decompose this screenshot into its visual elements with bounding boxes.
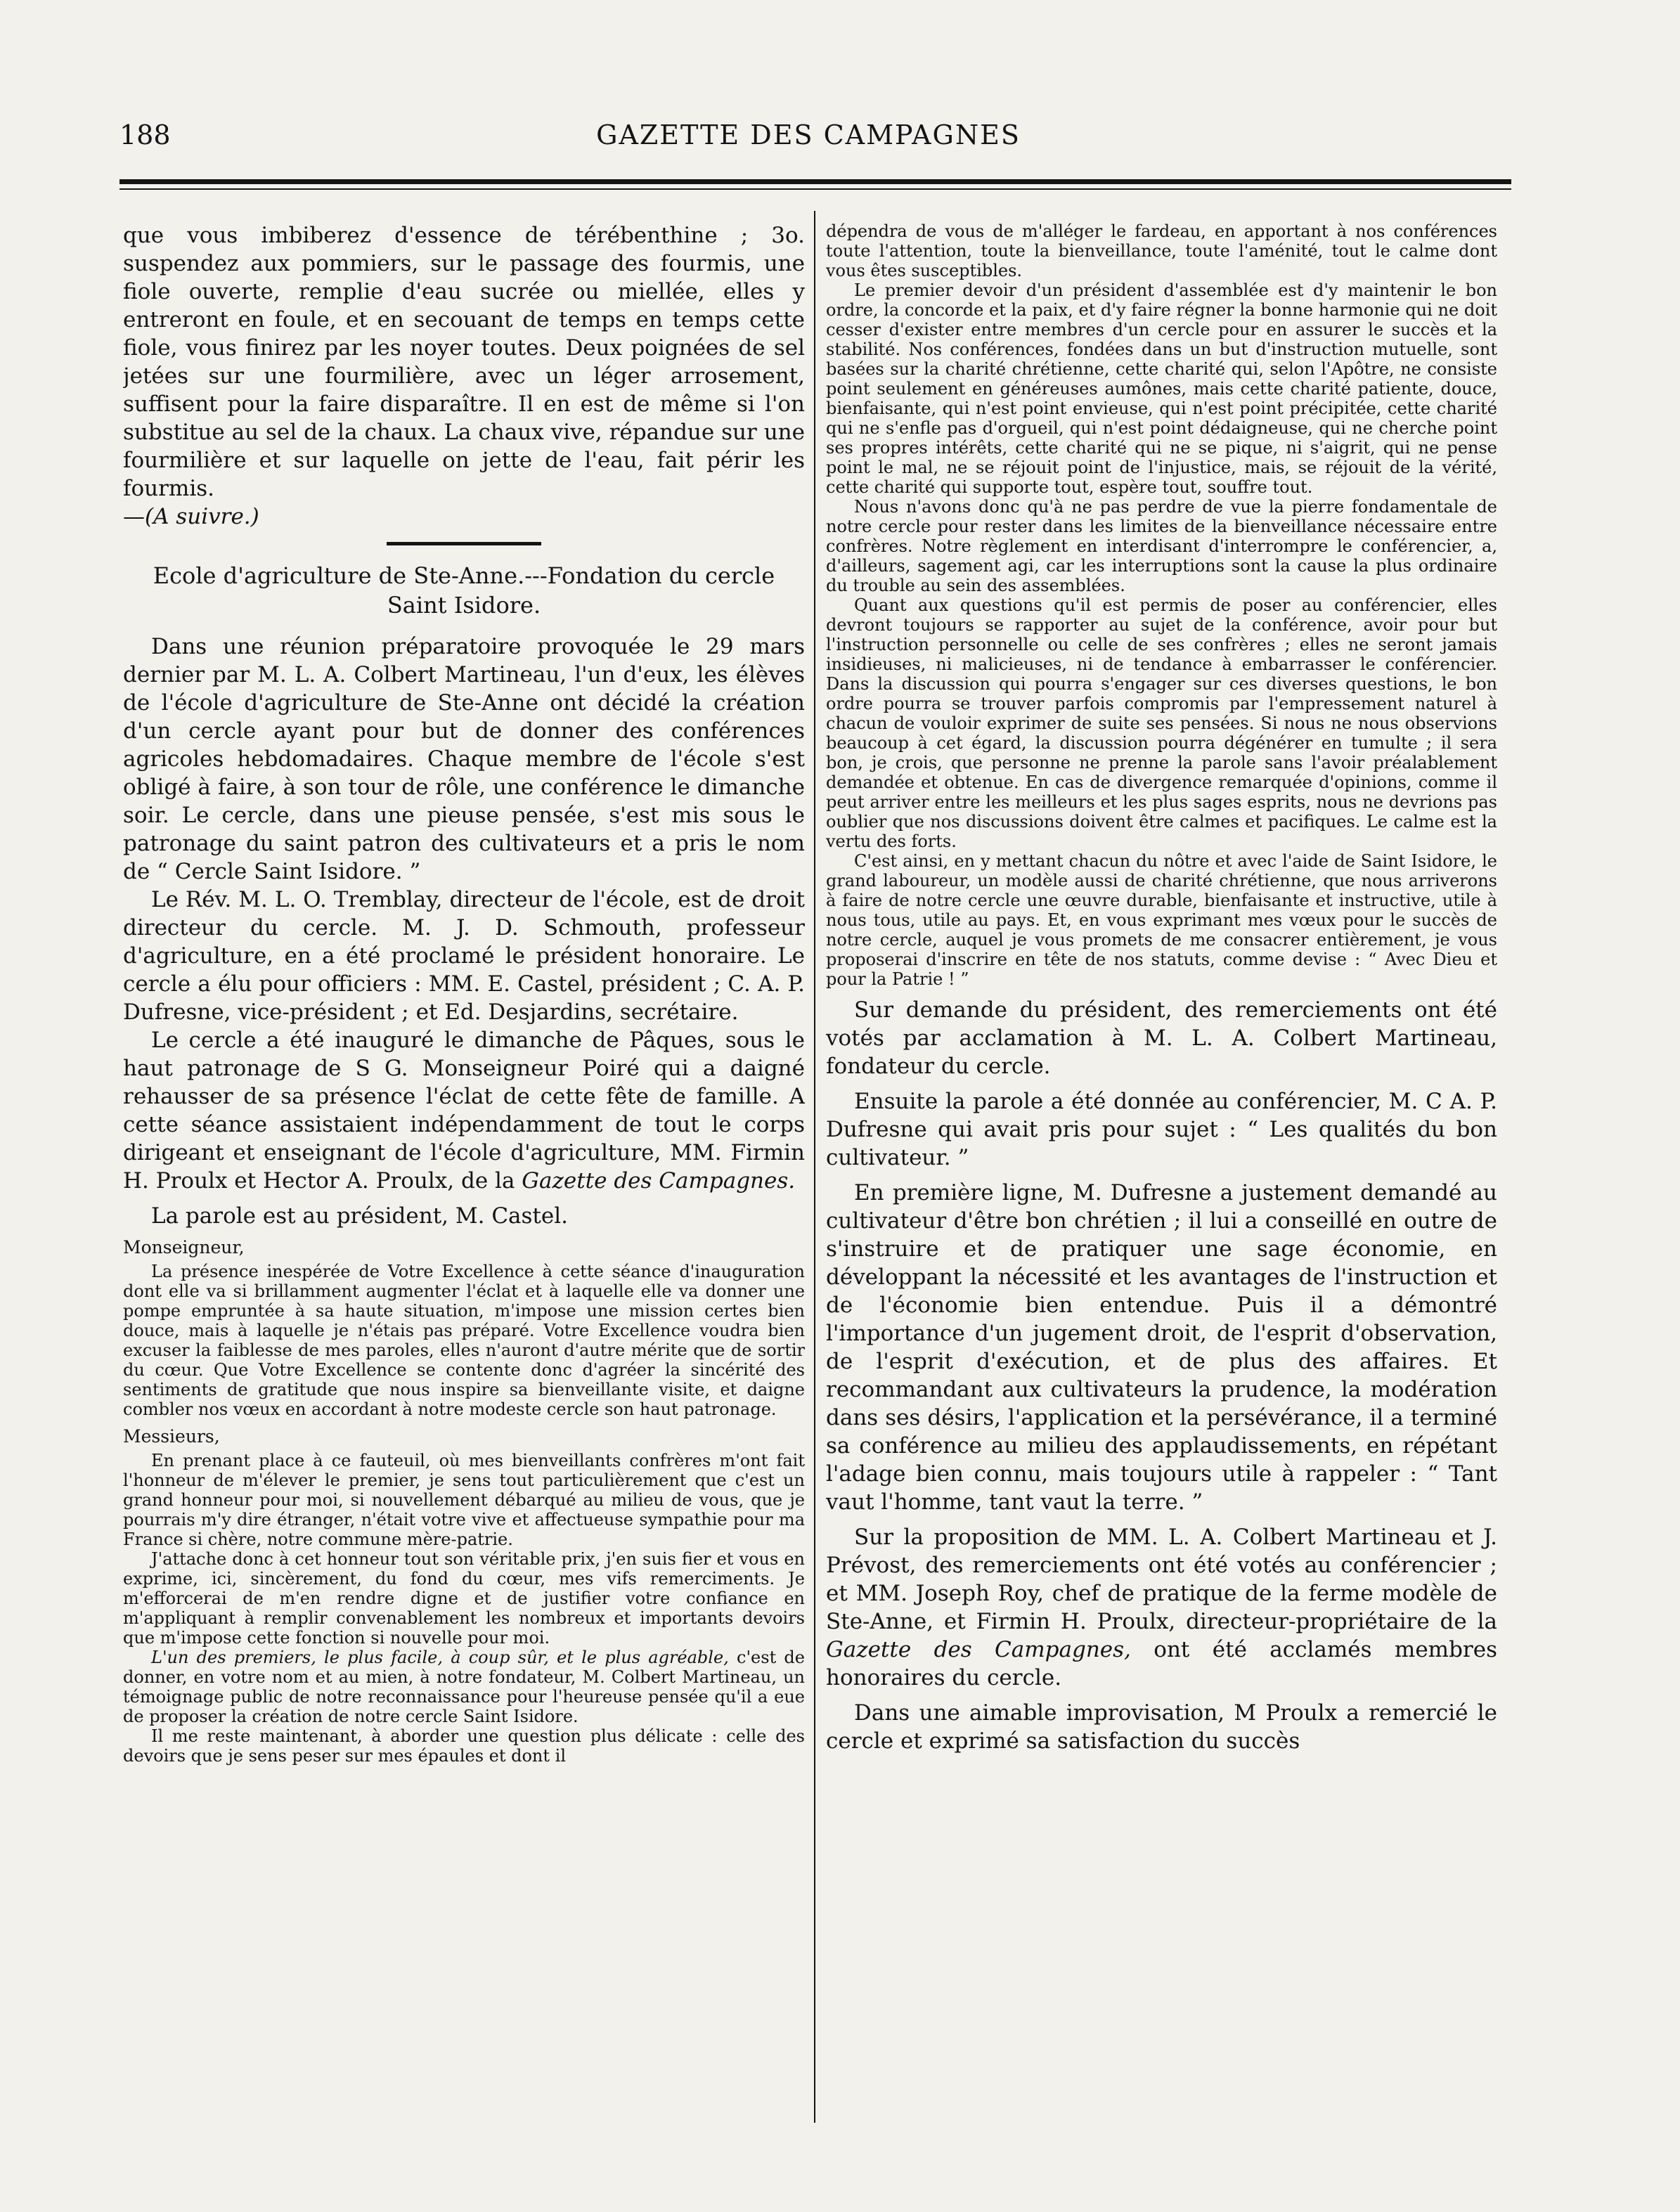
left-column	[123, 221, 805, 2119]
speech-paragraph: J'attache donc à cet honneur tout son véritable prix, j'en suis fier et vous en exprime, ici, sincèrement, du fond du cœur, mes vifs remerciments. Je m'efforcerai de m'en rendre digne et de justifier votre confiance en m'appliquant à remplir convenablement les nombreux et importants devoirs que m'impose cette fonction si nouvelle pour moi.	[123, 1549, 805, 1648]
header-rule-thin	[119, 188, 1511, 190]
speech-paragraph: En prenant place à ce fauteuil, où mes bienveillants confrères m'ont fait l'honneur de m'élever le premier, je sens tout particulièrement que c'est un grand honneur pour moi, si nouvellement débarqué au milieu de vous, que je pourrais m'y dire étranger, n'était votre vive et affectueuse sympathie pour ma France si chère, notre commune mère-patrie.	[123, 1451, 805, 1549]
column-divider	[814, 211, 815, 2123]
right-column	[826, 221, 1497, 2119]
speech-paragraph: C'est ainsi, en y mettant chacun du nôtre et avec l'aide de Saint Isidore, le grand laboureur, un modèle aussi de charité chrétienne, que nous arriverons à faire de notre cercle une œuvre durable, bienfaisante et instructive, utile à nous tous, utile au pays. Et, en vous exprimant mes vœux pour le succès de notre cercle, auquel je vous promets de me consacrer entièrement, je vous proposerai d'inscrire en tête de nos statuts, comme devise : “ Avec Dieu et pour la Patrie ! ”	[826, 851, 1497, 989]
section-separator	[387, 542, 541, 545]
paragraph-ants-remedy: que vous imbiberez d'essence de térébenthine ; 3o. suspendez aux pommiers, sur le passage des fourmis, une fiole ouverte, remplie d'eau sucrée ou miellée, elles y entreront en foule, et en secouant de temps en temps cette fiole, vous finirez par les noyer toutes. Deux poignées de sel jetées sur une fourmilière, avec un léger arrosement, suffisent pour la faire disparaître. Il en est de même si l'on substitue au sel de la chaux. La chaux vive, répandue sur une fourmilière et sur laquelle on jette de l'eau, fait périr les fourmis.	[123, 223, 805, 501]
paragraph-meeting: Dans une réunion préparatoire provoquée le 29 mars dernier par M. L. A. Colbert Martineau, l'un d'eux, les élèves de l'école d'agriculture de Ste-Anne ont décidé la création d'un cercle ayant pour but de donner des conférences agricoles hebdomadaires. Chaque membre de l'école s'est obligé à faire, à son tour de rôle, une conférence le dimanche soir. Le cercle, dans une pieuse pensée, s'est mis sous le patronage du saint patron des cultivateurs et a pris le nom de “ Cercle Saint Isidore. ”	[123, 634, 805, 884]
salutation-messieurs: Messieurs,	[123, 1426, 220, 1447]
paragraph-officers: Le Rév. M. L. O. Tremblay, directeur de l'école, est de droit directeur du cercle. M. J. D. Schmouth, professeur d'agriculture, en a été proclamé le président honoraire. Le cercle a élu pour officiers : MM. E. Castel, président ; C. A. P. Dufresne, vice-président ; et Ed. Desjardins, secrétaire.	[123, 887, 805, 1025]
paragraph-president-speaks: La parole est au président, M. Castel.	[151, 1203, 568, 1229]
paragraph-thanks-founder: Sur demande du président, des remerciements ont été votés par acclamation à M. L. A. Colbert Martineau, fondateur du cercle.	[826, 997, 1497, 1079]
speech-paragraph: Le premier devoir d'un président d'assemblée est d'y maintenir le bon ordre, la concorde et la paix, et d'y faire régner la bonne harmonie qui ne doit cesser d'exister entre membres d'un cercle pour en assurer le succès et la stabilité. Nos conférences, fondées dans un but d'instruction mutuelle, sont basées sur la charité chrétienne, cette charité qui, selon l'Apôtre, ne consiste point seulement en généreuses aumônes, mais cette charité patiente, douce, bienfaisante, qui n'est point envieuse, qui n'est point précipitée, cette charité qui ne s'enfle pas d'orgueil, qui n'est point dédaigneuse, qui ne cherche point ses propres intérêts, cette charité qui ne se pique, ni s'aigrit, qui ne pense point le mal, ne se réjouit point de l'injustice, mais, se réjouit de la vérité, cette charité qui supporte tout, espère tout, souffre tout.	[826, 280, 1497, 497]
speech-paragraph: L'un des premiers, le plus facile, à coup sûr, et le plus agréable, c'est de donner, en votre nom et au mien, à notre fondateur, M. Colbert Martineau, un témoignage public de notre reconnaissance pour l'heureuse pensée qu'il a eue de proposer la création de notre cercle Saint Isidore.	[123, 1648, 805, 1726]
speech-paragraph: Nous n'avons donc qu'à ne pas perdre de vue la pierre fondamentale de notre cercle pour rester dans les limites de la bienveillance nécessaire entre confrères. Notre règlement en interdisant d'interrompre le conférencier, a, d'ailleurs, sagement agi, car les interruptions sont la cause la plus ordinaire du trouble au sein des assemblées.	[826, 497, 1497, 595]
page-header	[119, 119, 1497, 162]
speech-paragraph: La présence inespérée de Votre Excellence à cette séance d'inauguration dont elle va si brillamment augmenter l'éclat et à laquelle elle va donner une pompe empruntée à sa haute situation, m'impose une mission certes bien douce, mais à laquelle je n'étais pas préparé. Votre Excellence voudra bien excuser la faiblesse de mes paroles, elles n'auront d'autre mérite que de sortir du cœur. Que Votre Excellence se contente donc d'agréer la sincérité des sentiments de gratitude que nous inspire sa bienveillante visite, et daigne combler nos vœux en accordant à notre modeste cercle son haut patronage.	[123, 1262, 805, 1419]
paragraph-honorary-members: Sur la proposition de MM. L. A. Colbert Martineau et J. Prévost, des remerciements ont été votés au conférencier ; et MM. Joseph Roy, chef de pratique de la ferme modèle de Ste-Anne, et Firmin H. Proulx, directeur-propriétaire de la Gazette des Campagnes, ont été acclamés membres honoraires du cercle.	[826, 1525, 1497, 1690]
paragraph-inauguration: Le cercle a été inauguré le dimanche de Pâques, sous le haut patronage de S G. Monseigneur Poiré qui a daigné rehausser de sa présence l'éclat de cette fête de famille. A cette séance assistaient indépendamment de tout le corps dirigeant et enseignant de l'école d'agriculture, MM. Firmin H. Proulx et Hector A. Proulx, de la Gazette des Campagnes.	[123, 1028, 805, 1194]
header-rule	[119, 179, 1511, 184]
paragraph-lecturer: Ensuite la parole a été donnée au conférencier, M. C A. P. Dufresne qui avait pris pour sujet : “ Les qualités du bon cultivateur. ”	[826, 1089, 1497, 1170]
salutation-monseigneur: Monseigneur,	[123, 1237, 245, 1257]
speech-paragraph: Quant aux questions qu'il est permis de poser au conférencier, elles devront toujours se rapporter au sujet de la conférence, avoir pour but l'instruction personnelle ou celle de ses confrères ; elles ne seront jamais insidieuses, ni malicieuses, ni de tendance à embarrasser le conférencier. Dans la discussion qui pourra s'engager sur ces diverses questions, le bon ordre pourra se trouver parfois compromis par l'empressement naturel à chacun de vouloir exprimer de suite ses pensées. Si nous ne nous observions beaucoup à cet égard, la discussion pourra dégénérer en tumulte ; il sera bon, je crois, que personne ne prenne la parole sans l'avoir préalablement demandée et obtenue. En cas de divergence remarquée d'opinions, comme il peut arriver entre les meilleurs et les plus sages esprits, nous ne devrions pas oublier que nos discussions doivent être calmes et pacifiques. Le calme est la vertu des forts.	[826, 595, 1497, 851]
page-number: 188	[119, 119, 171, 150]
running-title: GAZETTE DES CAMPAGNES	[596, 119, 1021, 150]
speech-paragraph: Il me reste maintenant, à aborder une question plus délicate : celle des devoirs que je sens peser sur mes épaules et dont il	[123, 1726, 805, 1766]
paragraph-lecture-summary: En première ligne, M. Dufresne a justement demandé au cultivateur d'être bon chrétien ; il lui a conseillé en outre de s'instruire et de pratiquer une sage économie, en développant la nécessité et les avantages de l'instruction et de l'économie bien entendue. Puis il a démontré l'importance d'un jugement droit, de l'esprit d'observation, de l'esprit d'exécution, et de plus des affaires. Et recommandant aux cultivateurs la prudence, la modération dans ses désirs, l'application et la persévérance, il a terminé sa conférence au milieu des applaudissements, en répétant l'adage bien connu, mais toujours utile à rappeler : “ Tant vaut l'homme, tant vaut la terre. ”	[826, 1180, 1497, 1515]
speech-paragraph: dépendra de vous de m'alléger le fardeau, en apportant à nos conférences toute l'attention, toute la bienveillance, toute l'aménité, tout le calme dont vous êtes susceptibles.	[826, 221, 1497, 280]
paragraph-proulx-thanks: Dans une aimable improvisation, M Proulx a remercié le cercle et exprimé sa satisfaction du succès	[826, 1700, 1497, 1754]
article-headline: Ecole d'agriculture de Ste-Anne.---Fondation du cercle Saint Isidore.	[153, 562, 775, 619]
to-be-continued: —(A suivre.)	[123, 504, 259, 529]
